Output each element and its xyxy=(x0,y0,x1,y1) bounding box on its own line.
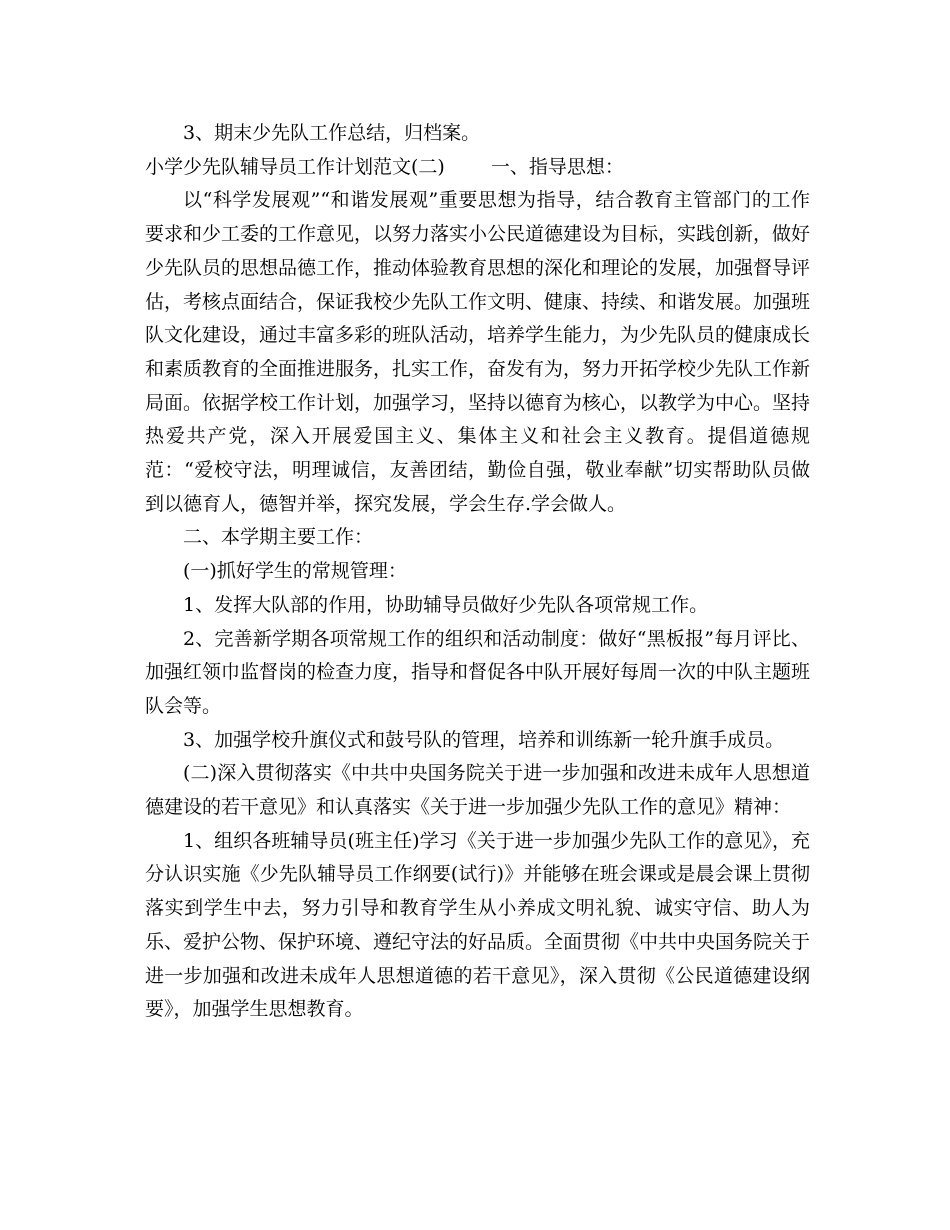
paragraph-item-3: 3、加强学校升旗仪式和鼓号队的管理，培养和训练新一轮升旗手成员。 xyxy=(183,728,785,751)
paragraph-guiding-ideology: 以“科学发展观”“和谐发展观”重要思想为指导，结合教育主管部门的工作要求和少工委的工作意见，以努力落实小公民道德建设为目标，实践创新，做好少先队员的思想品德工作，推动体验教育思想的深化和理论的发展，加强督导评估，考核点面结合，保证我校少先队工作文明、健康、持续、和谐发展。加强班队文化建设，通过丰富多彩的班队活动，培养学生能力，为少先队员的健康成长和素质教育的全面推进服务，扎实工作，奋发有为，努力开拓学校少先队工作新局面。依据学校工作计划，加强学习，坚持以德育为核心，以教学为中心。坚持热爱共产党，深入开展爱国主义、集体主义和社会主义教育。提倡道德规范：“爱校守法，明理诚信，友善团结，勤俭自强，敬业奉献”切实帮助队员做到以德育人，德智并举，探究发展，学会生存.学会做人。 xyxy=(145,189,811,515)
paragraph-item-1: 1、发挥大队部的作用，协助辅导员做好少先队各项常规工作。 xyxy=(183,593,709,616)
subheading-implementation: (二)深入贯彻落实《中共中央国务院关于进一步加强和改进未成年人思想道德建设的若干意见》和认真落实《关于进一步加强少先队工作的意见》精神： xyxy=(145,762,810,819)
document-title: 小学少先队辅导员工作计划范文(二) xyxy=(145,155,445,178)
document-title-line xyxy=(145,151,810,185)
paragraph-archive-summary: 3、期末少先队工作总结，归档案。 xyxy=(183,122,481,144)
paragraph-item-2: 2、完善新学期各项常规工作的组织和活动制度：做好“黑板报”每月评比、加强红领巾监督岗的检查力度，指导和督促各中队开展好每周一次的中队主题班队会等。 xyxy=(145,627,811,717)
document-body xyxy=(145,117,810,1027)
section-heading-main-work: 二、本学期主要工作： xyxy=(183,526,374,549)
paragraph-implementation-item-1: 1、组织各班辅导员(班主任)学习《关于进一步加强少先队工作的意见》，充分认识实施《少先队辅导员工作纲要(试行)》并能够在班会课或是晨会课上贯彻落实到学生中去，努力引导和教育学生从小养成文明礼貌、诚实守信、助人为乐、爱护公物、保护环境、遵纪守法的好品质。全面贯彻《中共中央国务院关于进一步加强和改进未成年人思想道德的若干意见》，深入贯彻《公民道德建设纲要》，加强学生思想教育。 xyxy=(145,829,811,1021)
subheading-routine-management: (一)抓好学生的常规管理： xyxy=(183,560,407,583)
section-heading-guiding-ideology: 一、指导思想： xyxy=(490,155,624,178)
